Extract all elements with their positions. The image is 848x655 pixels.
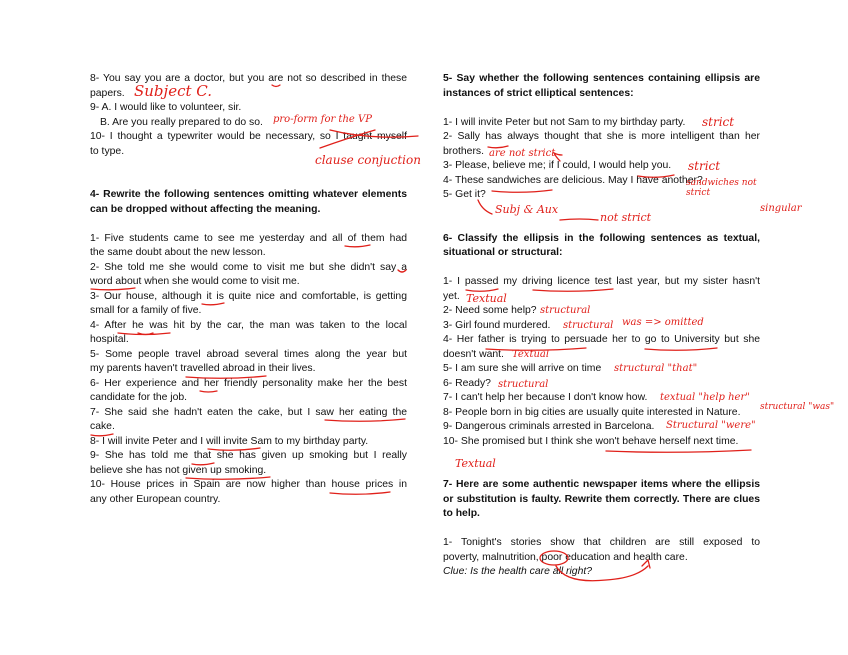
text-line: small for a family of five. [90,305,202,316]
text-line: 2- She told me she would come to visit me but she didn't say a [90,261,407,273]
text-line: 9- She has told me that she has given up smoking but I really [90,450,407,461]
text-line: 10- She promised but I think she won't behave herself next time. [443,435,739,447]
exercise-heading: 6- Classify the ellipsis in the following sentences as textual, [443,232,760,244]
exercise-heading: 4- Rewrite the following sentences omitting whatever elements [90,189,407,200]
annotation-strict: strict [702,115,735,129]
text-line: 6- Her experience and her friendly personality make her the best [90,377,407,389]
annotation-subject-c: Subject C. [134,82,212,100]
text-line: my parents haven't travelled abroad in their lives. [90,363,316,374]
text-line: 8- People born in big cities are usually quite interested in Nature. [443,406,741,418]
text-line: 5- Some people travel abroad several times along the year but [90,348,407,360]
exercise-heading: to help. [443,508,480,519]
annotation-structural: structural [498,379,549,390]
annotation-structural: structural [563,320,614,331]
text-line: 4- After he was hit by the car, the man was taken to the local [90,319,407,331]
text-line: 9- A. I would like to volunteer, sir. [90,102,242,113]
clue-line: Clue: Is the health care all right? [443,566,593,577]
text-line: 8- I will invite Peter and I will invite Sam to my birthday party. [90,435,369,447]
text-line: 2- Need some help? [443,305,537,316]
text-line: 3- Please, believe me; if I could, I would help you. [443,160,672,171]
text-line: B. Are you really prepared to do so. [100,116,263,128]
text-line: 4- These sandwiches are delicious. May I have another? [443,174,703,186]
left-column [90,72,407,507]
annotation-was-omitted: was => omitted [622,317,704,328]
exercise-heading: can be dropped without affecting the meaning. [90,203,321,215]
exercise-heading: 7- Here are some authentic newspaper items where the ellipsis [443,479,760,490]
text-line: 7- She said she hadn't eaten the cake, but I saw her eating the [90,406,407,418]
text-line: 3- Our house, although it is quite nice and comfortable, is getting [90,290,407,302]
annotation-sandwiches-not-strict: sandwiches not strict [686,178,757,198]
annotation-structural-that: structural "that" [614,363,698,374]
text-line: 5- I am sure she will arrive on time [443,363,602,374]
annotation-pro-form: pro-form for the VP [273,114,372,125]
exercise-heading: instances of strict elliptical sentences: [443,87,634,99]
text-line: brothers. [443,145,485,157]
text-line: hospital. [90,334,129,345]
annotation-textual: Textual [512,349,550,360]
text-line: 1- Five students came to see me yesterday and all of them had [90,232,407,244]
text-line: doesn't want. [443,348,504,360]
text-line: 3- Girl found murdered. [443,319,551,331]
annotation-textual: Textual [455,457,496,470]
exercise-heading: situational or structural: [443,247,563,258]
text-line: the same doubt about the new lesson. [90,247,266,258]
text-line: papers. [90,87,125,99]
text-line: word about when she would come to visit me. [90,276,300,287]
annotation-textual: Textual [466,292,507,305]
exercise-heading: or substitution is faulty. Rewrite them correctly. There are clues [443,493,760,505]
annotation-subj-aux: Subj & Aux [495,203,559,216]
text-line: 5- Get it? [443,189,486,200]
text-line: 9- Dangerous criminals arrested in Barcelona. [443,421,655,432]
text-line: 7- I can't help her because I don't know how. [443,392,648,403]
annotation-structural-were: Structural "were" [666,420,756,431]
text-line: 1- Tonight's stories show that children are still exposed to [443,537,760,548]
text-line: any other European country. [90,493,221,505]
annotation-textual-help-her: textual "help her" [660,392,750,403]
annotation-structural: structural [540,305,591,316]
text-line: believe she has not given up smoking. [90,464,267,476]
text-line: 4- Her father is trying to persuade her to go to University but she [443,334,760,345]
text-line: 1- I passed my driving licence test last year, but my sister hasn't [443,276,760,287]
text-line: 10- I thought a typewriter would be necessary, so I taught myself [90,131,407,142]
annotation-singular: singular [760,203,802,214]
text-line: 10- House prices in Spain are now higher than house prices in [90,479,407,490]
exercise-heading: 5- Say whether the following sentences containing ellipsis are [443,73,760,84]
annotation-strict: strict [688,159,721,173]
text-line: poverty, malnutrition, poor education and health care. [443,551,688,563]
annotation-clause-conjunction: clause conjuction [315,153,421,167]
text-line: cake. [90,421,115,432]
annotation-not-strict: are not strict [489,148,556,159]
text-line: 2- Sally has always thought that she is more intelligent than her [443,131,760,142]
text-line: 8- You say you are a doctor, but you are not so described in these [90,73,407,84]
annotation-not-strict: not strict [600,211,652,224]
annotation-structural-was: structural "was" [760,402,835,412]
text-line: candidate for the job. [90,392,188,403]
text-line: 1- I will invite Peter but not Sam to my birthday party. [443,116,686,128]
text-line: to type. [90,145,125,157]
text-line: 6- Ready? [443,377,491,389]
text-line: yet. [443,290,460,302]
